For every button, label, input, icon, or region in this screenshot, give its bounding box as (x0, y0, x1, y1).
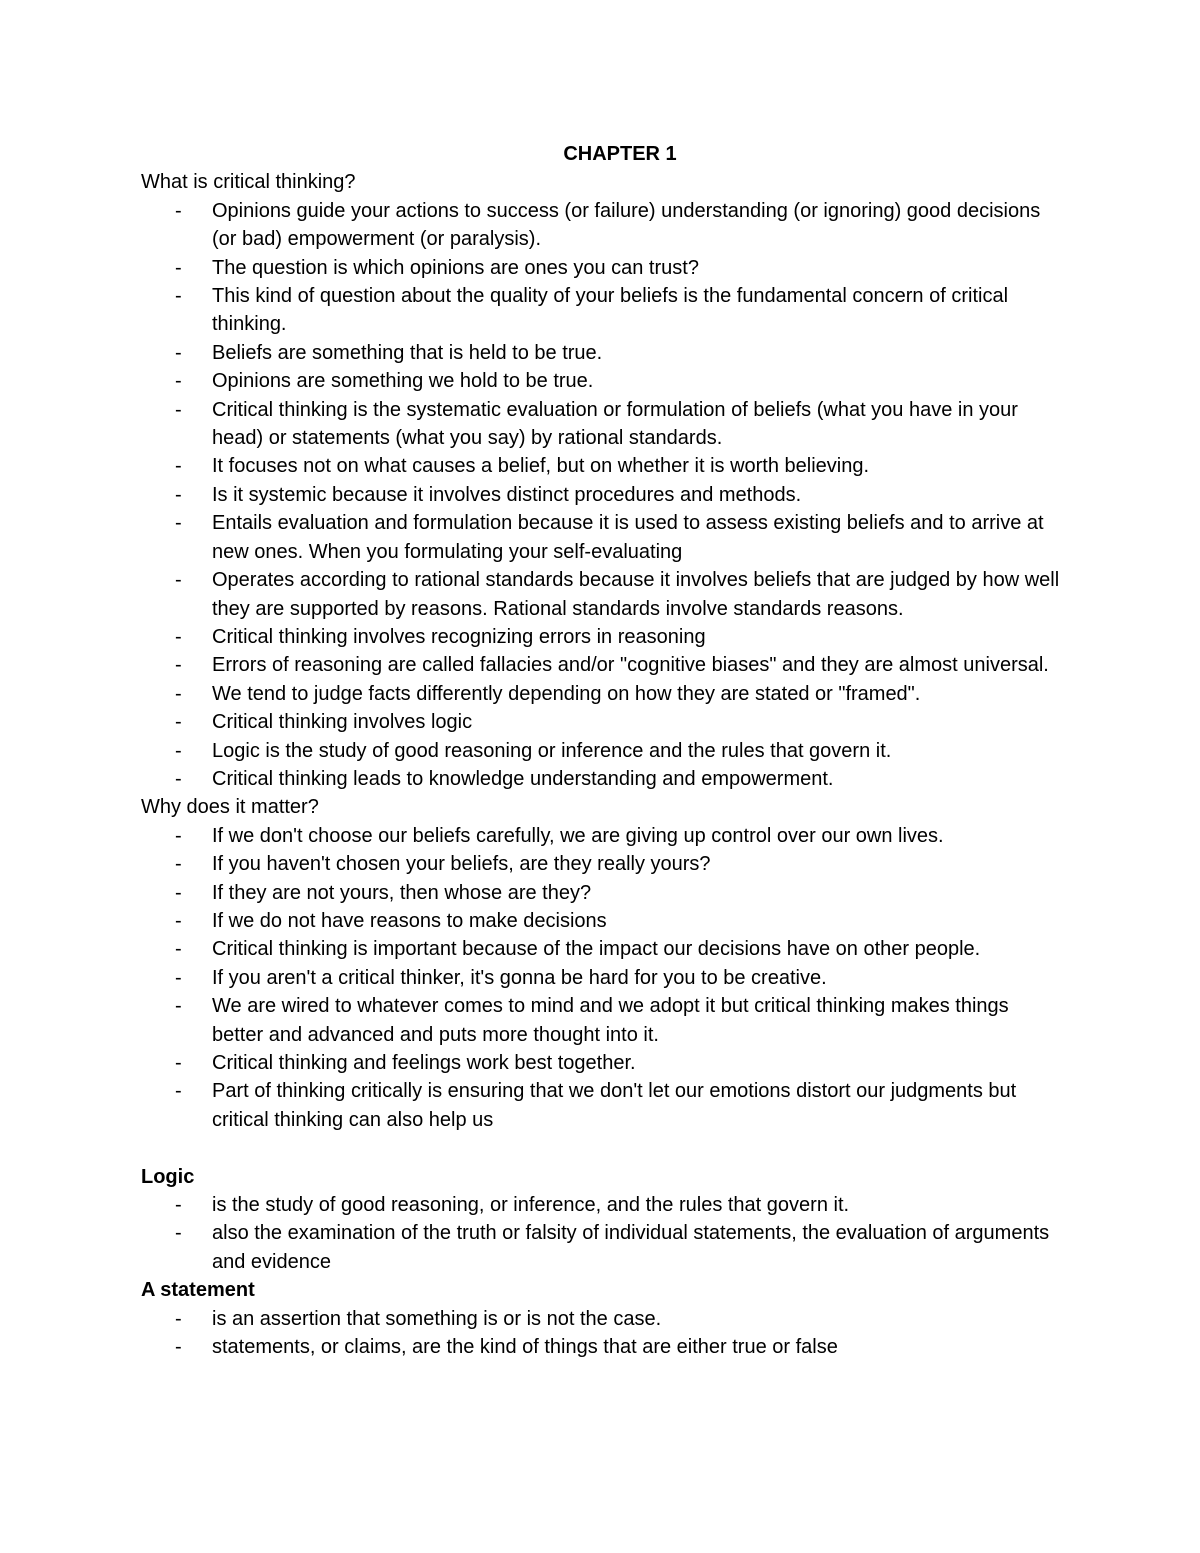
dash-bullet: - (175, 1194, 182, 1217)
list-item (141, 254, 1061, 282)
dash-bullet: - (175, 1336, 182, 1359)
dash-bullet: - (175, 995, 182, 1018)
list-item (141, 850, 1061, 878)
list-item-text: Critical thinking is important because of the impact our decisions have on other people. (212, 938, 981, 961)
dash-bullet: - (175, 1052, 182, 1074)
document-body (141, 140, 1061, 1361)
dash-bullet: - (175, 682, 182, 705)
list-item-text: Critical thinking involves logic (212, 711, 473, 734)
list-item (141, 822, 1061, 850)
dash-bullet: - (175, 370, 182, 393)
list-item-text: Critical thinking is the systematic evaluation or formulation of beliefs (what you have in your head) or statements (what you say) by rational standards. (212, 398, 1018, 450)
dash-bullet: - (175, 398, 182, 421)
list-item (141, 452, 1061, 480)
list-item-text: It focuses not on what causes a belief, but on whether it is worth believing. (212, 455, 870, 478)
list-item-text: We are wired to whatever comes to mind and we adopt it but critical thinking makes things better and advanced and puts more thought into it. (212, 995, 1009, 1046)
dash-bullet: - (175, 966, 182, 989)
list-item (141, 1305, 1061, 1333)
list-item-text: Errors of reasoning are called fallacies and/or "cognitive biases" and they are almost universal. (212, 654, 1049, 677)
list-item-text: If we do not have reasons to make decisions (212, 909, 607, 932)
dash-bullet: - (175, 256, 182, 279)
list-item (141, 1191, 1061, 1219)
dash-bullet: - (175, 285, 182, 308)
bullet-list (141, 822, 1061, 1134)
dash-bullet: - (175, 739, 182, 762)
dash-bullet: - (175, 1222, 182, 1245)
list-item (141, 367, 1061, 395)
section-heading: A statement (141, 1279, 255, 1302)
list-item (141, 339, 1061, 367)
bullet-list (141, 197, 1061, 794)
list-item (141, 680, 1061, 708)
list-item-text: The question is which opinions are ones you can trust? (212, 256, 699, 279)
blank-line (141, 1134, 1061, 1162)
bullet-list (141, 1191, 1061, 1276)
section-heading: Why does it matter? (141, 796, 319, 819)
dash-bullet: - (175, 824, 182, 847)
list-item (141, 1077, 1061, 1134)
dash-bullet: - (175, 341, 182, 364)
bullet-list (141, 1305, 1061, 1362)
dash-bullet: - (175, 512, 182, 535)
dash-bullet: - (175, 1080, 182, 1103)
list-item-text: Critical thinking and feelings work best together. (212, 1052, 636, 1074)
list-item (141, 651, 1061, 679)
list-item (141, 282, 1061, 339)
list-item-text: statements, or claims, are the kind of things that are either true or false (212, 1336, 838, 1359)
dash-bullet: - (175, 711, 182, 734)
list-item-text: Is it systemic because it involves distinct procedures and methods. (212, 483, 802, 506)
list-item (141, 935, 1061, 963)
dash-bullet: - (175, 199, 182, 222)
list-item-text: is an assertion that something is or is not the case. (212, 1307, 662, 1330)
list-item-text: Opinions are something we hold to be true. (212, 370, 594, 393)
list-item-text: Opinions guide your actions to success (or failure) understanding (or ignoring) good decisions (or bad) empowerment (or paralysis). (212, 199, 1041, 251)
list-item (141, 1049, 1061, 1077)
list-item-text: If we don't choose our beliefs carefully, we are giving up control over our own lives. (212, 824, 944, 847)
dash-bullet: - (175, 625, 182, 648)
section-heading: Logic (141, 1165, 195, 1188)
list-item (141, 765, 1061, 793)
list-item (141, 396, 1061, 453)
dash-bullet: - (175, 483, 182, 506)
list-item-text: Operates according to rational standards because it involves beliefs that are judged by how well they are supported by reasons. Rational standards involve standards reasons. (212, 569, 1060, 620)
list-item (141, 992, 1061, 1049)
dash-bullet: - (175, 1307, 182, 1330)
list-item (141, 566, 1061, 623)
list-item (141, 879, 1061, 907)
list-item (141, 907, 1061, 935)
list-item (141, 964, 1061, 992)
list-item-text: Entails evaluation and formulation because it is used to assess existing beliefs and to arrive at new ones. When you formulating your self-evaluating (212, 512, 1044, 563)
dash-bullet: - (175, 654, 182, 677)
list-item-text: Beliefs are something that is held to be true. (212, 341, 603, 364)
list-item-text: If they are not yours, then whose are they? (212, 881, 592, 904)
dash-bullet: - (175, 455, 182, 478)
list-item (141, 623, 1061, 651)
chapter-title: CHAPTER 1 (563, 143, 677, 165)
dash-bullet: - (175, 881, 182, 904)
list-item-text: is the study of good reasoning, or inference, and the rules that govern it. (212, 1194, 850, 1217)
list-item (141, 737, 1061, 765)
list-item (141, 708, 1061, 736)
dash-bullet: - (175, 767, 182, 790)
section-heading: What is critical thinking? (141, 171, 356, 194)
list-item-text: Critical thinking involves recognizing errors in reasoning (212, 625, 706, 648)
list-item (141, 509, 1061, 566)
list-item-text: Critical thinking leads to knowledge understanding and empowerment. (212, 767, 834, 790)
list-item-text: We tend to judge facts differently depending on how they are stated or "framed". (212, 682, 921, 705)
list-item (141, 1333, 1061, 1361)
dash-bullet: - (175, 569, 182, 592)
dash-bullet: - (175, 938, 182, 961)
dash-bullet: - (175, 853, 182, 876)
list-item (141, 197, 1061, 254)
list-item-text: If you haven't chosen your beliefs, are they really yours? (212, 853, 711, 876)
list-item-text: If you aren't a critical thinker, it's gonna be hard for you to be creative. (212, 966, 827, 989)
list-item (141, 1219, 1061, 1276)
list-item-text: Part of thinking critically is ensuring that we don't let our emotions distort our judgments but critical thinking can also help us (212, 1080, 1017, 1131)
list-item (141, 481, 1061, 509)
list-item-text: Logic is the study of good reasoning or inference and the rules that govern it. (212, 739, 892, 762)
dash-bullet: - (175, 909, 182, 932)
list-item-text: This kind of question about the quality of your beliefs is the fundamental concern of critical thinking. (212, 285, 1009, 336)
list-item-text: also the examination of the truth or falsity of individual statements, the evaluation of arguments and evidence (212, 1222, 1050, 1273)
